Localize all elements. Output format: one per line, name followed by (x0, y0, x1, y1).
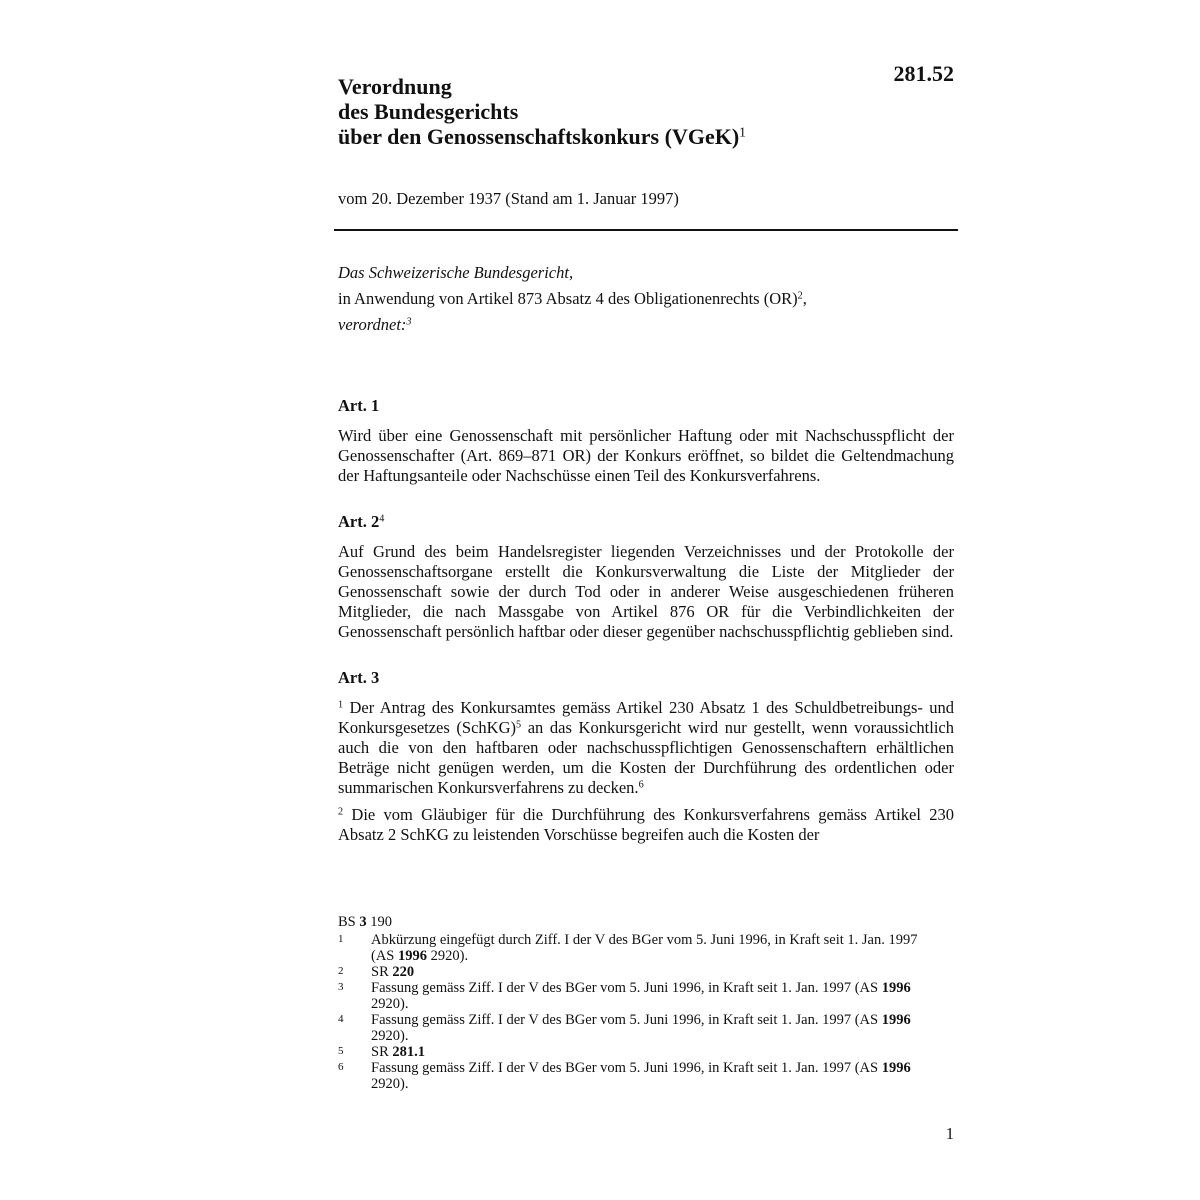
footnote-mark: 6 (338, 1061, 344, 1073)
title-line-1: Verordnung (338, 74, 452, 99)
footnote-text: SR 281.1 (371, 1044, 425, 1060)
article-heading: Art. 1 (338, 396, 380, 415)
footnote-1 (338, 932, 938, 964)
footnote-6 (338, 1060, 938, 1092)
footnote-ref-5[interactable]: 5 (516, 719, 522, 731)
title-line-3 (338, 124, 878, 149)
preamble-decree-text: verordnet: (338, 315, 407, 334)
article-2 (338, 512, 954, 642)
article-1 (338, 396, 954, 486)
footnote-5 (338, 1044, 938, 1060)
article-paragraph-1 (338, 698, 954, 798)
title-line-3-text: über den Genossenschaftskonkurs (VGeK) (338, 124, 740, 149)
articles (338, 396, 954, 871)
footnotes (338, 914, 938, 1092)
footnote-ref-6[interactable]: 6 (638, 779, 644, 791)
footnote-mark: 2 (338, 965, 344, 977)
footnote-text: Fassung gemäss Ziff. I der V des BGer vom 5. Juni 1996, in Kraft seit 1. Jan. 1997 (AS 1996 2920). (371, 1012, 911, 1044)
article-3 (338, 668, 954, 845)
footnote-ref-4[interactable]: 4 (379, 513, 385, 525)
footnote-text: Fassung gemäss Ziff. I der V des BGer vom 5. Juni 1996, in Kraft seit 1. Jan. 1997 (AS 1996 2920). (371, 1060, 911, 1092)
source-prefix: BS (338, 914, 360, 930)
preamble-authority: Das Schweizerische Bundesgericht, (338, 263, 574, 282)
footnote-mark: 5 (338, 1045, 344, 1057)
preamble-basis-end: , (802, 289, 807, 308)
paragraph-number: 1 (338, 699, 344, 711)
footnote-ref-3[interactable]: 3 (406, 316, 412, 328)
article-heading-text: Art. 2 (338, 512, 380, 531)
source-reference (338, 914, 938, 930)
article-heading (338, 512, 954, 532)
footnote-text: Abkürzung eingefügt durch Ziff. I der V des BGer vom 5. Juni 1996, in Kraft seit 1. Jan. 1997 (AS 1996 2920). (371, 932, 918, 964)
footnote-mark: 1 (338, 933, 344, 945)
source-volume: 3 (359, 914, 367, 930)
document-date: vom 20. Dezember 1937 (Stand am 1. Januar 1997) (338, 189, 679, 208)
footnote-text: SR 220 (371, 964, 415, 980)
preamble-basis (338, 286, 958, 312)
title-divider (334, 229, 958, 231)
footnote-mark: 3 (338, 981, 344, 993)
footnote-text: Fassung gemäss Ziff. I der V des BGer vom 5. Juni 1996, in Kraft seit 1. Jan. 1997 (AS 1996 2920). (371, 980, 911, 1012)
paragraph-text: an das Konkursgericht wird nur gestellt, wenn voraussichtlich auch die von den haftbaren oder nachschusspflichtigen Genossenschaftern erhältlichen Beträge nicht genügen werden, um die Kosten der Durchführung des ordentlichen oder summarischen Konkursverfahrens zu decken. (338, 718, 954, 797)
footnote-3 (338, 980, 938, 1012)
preamble (338, 260, 958, 338)
paragraph-text: Der Antrag des Konkursamtes gemäss Artikel 230 Absatz 1 des Schuldbetreibungs- und Konkursgesetzes (SchKG) (338, 698, 954, 737)
paragraph-text: Die vom Gläubiger für die Durchführung des Konkursverfahrens gemäss Artikel 230 Absatz 2 SchKG zu leistenden Vorschüsse begreifen auch die Kosten der (338, 805, 954, 844)
preamble-basis-text: in Anwendung von Artikel 873 Absatz 4 des Obligationenrechts (OR) (338, 289, 798, 308)
document-title (338, 74, 878, 149)
footnote-ref-1[interactable]: 1 (739, 124, 746, 140)
source-page: 190 (366, 914, 392, 930)
title-line-2: des Bundesgerichts (338, 99, 519, 124)
article-text: Wird über eine Genossenschaft mit persönlicher Haftung oder mit Nachschusspflicht der Genossenschafter (Art. 869–871 OR) der Konkurs eröffnet, so bildet die Geltendmachung der Haftungsanteile oder Nachschüsse einen Teil des Konkursverfahrens. (338, 426, 954, 485)
footnote-mark: 4 (338, 1013, 344, 1025)
page-number: 1 (945, 1124, 954, 1143)
article-text: Auf Grund des beim Handelsregister liegenden Verzeichnisses und der Protokolle der Genossenschaftsorgane erstellt die Konkursverwaltung die Liste der Mitglieder der Genossenschaft sowie der durch Tod oder in anderer Weise ausgeschiedenen früheren Mitglieder, die nach Massgabe von Artikel 876 OR für die Verbindlichkeiten der Genossenschaft persönlich haftbar oder dieser gegenüber nachschusspflichtig geblieben sind. (338, 542, 954, 641)
footnote-2 (338, 964, 938, 980)
sr-number: 281.52 (893, 61, 954, 86)
article-paragraph-2 (338, 805, 954, 845)
article-heading: Art. 3 (338, 668, 380, 687)
footnote-4 (338, 1012, 938, 1044)
footnote-ref-2[interactable]: 2 (797, 290, 803, 302)
paragraph-number: 2 (338, 806, 344, 818)
preamble-decree (338, 312, 958, 338)
